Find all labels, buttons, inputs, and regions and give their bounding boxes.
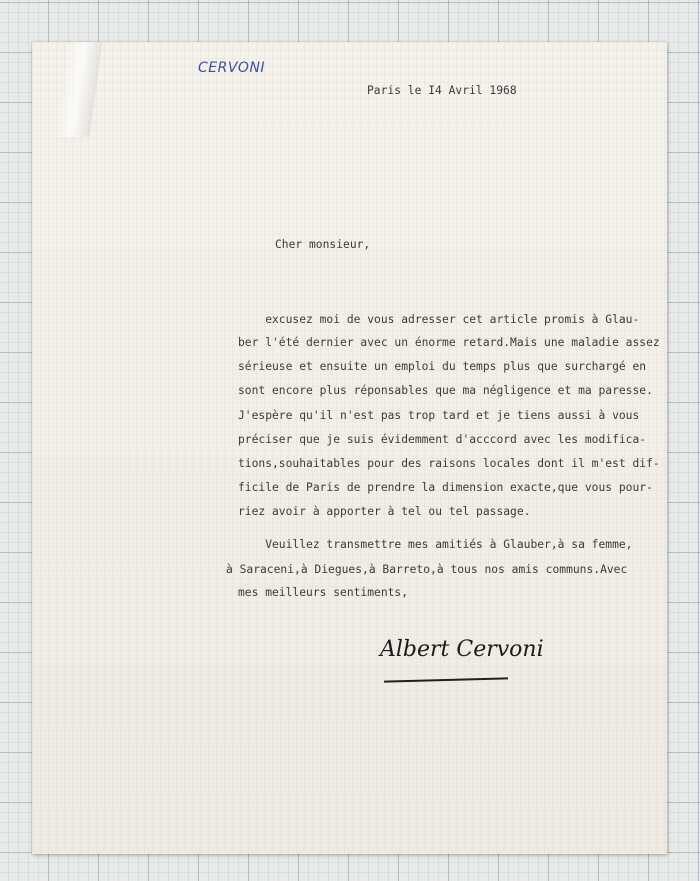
body-line: excusez moi de vous adresser cet article promis à Glau- bbox=[238, 313, 640, 326]
body-line: à Saraceni,à Diegues,à Barreto,à tous nos amis communs.Avec bbox=[226, 563, 628, 576]
body-line: préciser que je suis évidemment d'acccord avec les modifica- bbox=[238, 433, 647, 446]
dateline: Paris le I4 Avril 1968 bbox=[367, 84, 517, 97]
signature: Albert Cervoni bbox=[380, 637, 544, 662]
letter-sheet bbox=[32, 42, 667, 854]
body-line: mes meilleurs sentiments, bbox=[238, 586, 409, 599]
body-line: sont encore plus réponsables que ma négligence et ma paresse. bbox=[238, 384, 653, 397]
body-line: ber l'été dernier avec un énorme retard.Mais une maladie assez bbox=[238, 336, 660, 349]
body-line: riez avoir à apporter à tel ou tel passage. bbox=[238, 505, 531, 518]
paper-fold-shadow bbox=[53, 42, 102, 137]
signature-underline bbox=[384, 677, 508, 682]
body-line: sérieuse et ensuite un emploi du temps plus que surchargé en bbox=[238, 360, 647, 373]
body-line: tions,souhaitables pour des raisons locales dont il m'est dif- bbox=[238, 457, 660, 470]
salutation: Cher monsieur, bbox=[275, 238, 371, 251]
handwritten-annotation: CERVONI bbox=[198, 60, 266, 76]
body-line: ficile de Paris de prendre la dimension exacte,que vous pour- bbox=[238, 481, 653, 494]
body-line: J'espère qu'il n'est pas trop tard et je tiens aussi à vous bbox=[238, 409, 640, 422]
body-line: Veuillez transmettre mes amitiés à Glauber,à sa femme, bbox=[238, 538, 633, 551]
